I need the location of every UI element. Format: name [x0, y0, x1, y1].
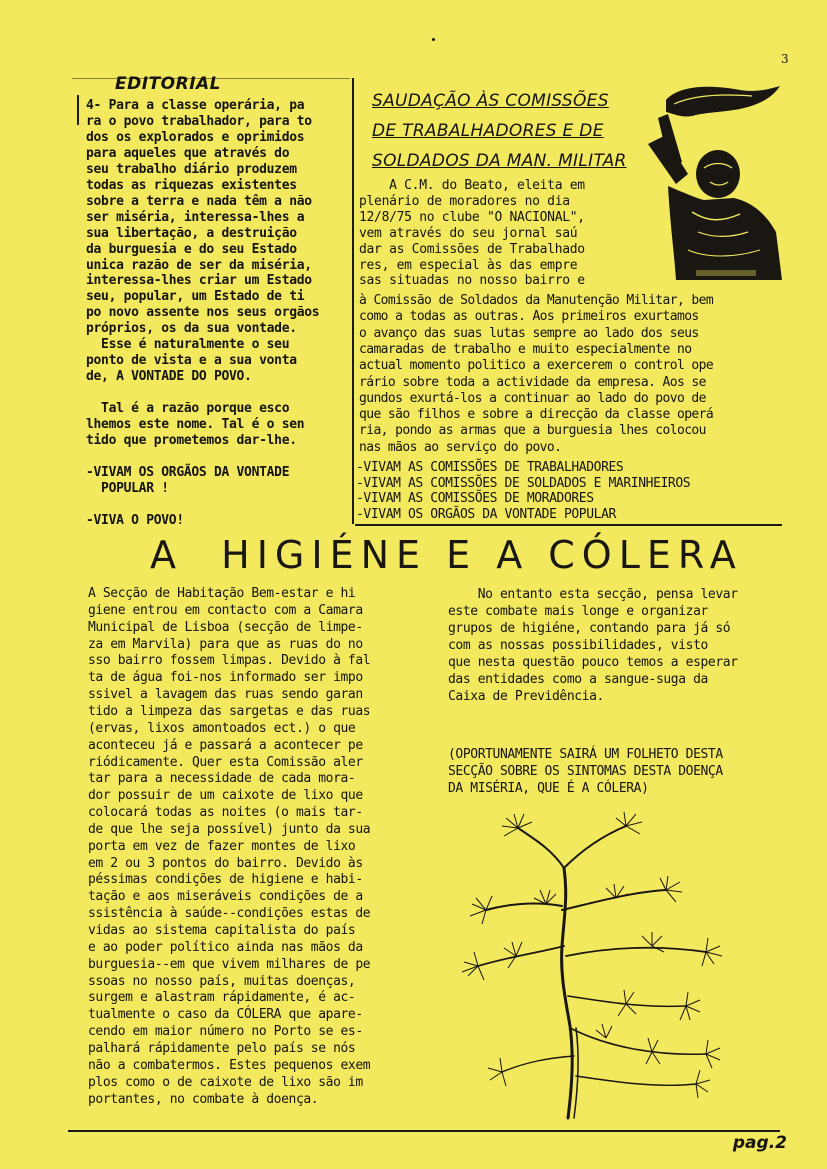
article-line: que nesta questão pouco temos a esperar — [448, 655, 738, 670]
editorial-line: sua libertação, a destruição — [86, 225, 297, 241]
notice-line: DA MISÉRIA, QUE É A CÓLERA) — [448, 781, 649, 796]
article-line: não a combatermos. Estes pequenos exem — [88, 1057, 371, 1073]
editorial-line: todas as riquezas existentes — [86, 177, 297, 193]
column-separator — [352, 78, 354, 524]
article-line: ta de água foi-nos informado ser impo — [88, 670, 363, 686]
notice-line: (OPORTUNAMENTE SAIRÁ UM FOLHETO DESTA — [448, 747, 723, 762]
saudacao-line: à Comissão de Soldados da Manutenção Militar, bem — [359, 293, 714, 308]
article-line: cendo em maior número no Porto se es- — [88, 1024, 363, 1040]
article-line: portantes, no combate à doença. — [88, 1091, 319, 1107]
saudacao-title-line: SOLDADOS DA MAN. MILITAR — [372, 151, 627, 171]
editorial-line: para aqueles que através do — [86, 145, 290, 161]
article-line: em 2 ou 3 pontos do bairro. Devido às — [88, 855, 363, 871]
article-line: das entidades como a sangue-suga da — [448, 672, 708, 687]
editorial-line: unica razão de ser da miséria, — [86, 257, 312, 273]
editorial-line: seu, popular, um Estado de ti — [86, 289, 305, 305]
article-line: Caixa de Previdência. — [448, 689, 604, 704]
corner-number: 3 — [781, 52, 789, 66]
saudacao-line: sas situadas no nosso bairro e — [359, 273, 585, 289]
worker-holding-torch-illustration — [648, 82, 782, 280]
article-line: ssivel a lavagem das ruas sendo garan — [88, 687, 363, 703]
article-line: No entanto esta secção, pensa levar — [448, 587, 738, 602]
saudacao-slogan: -VIVAM AS COMISSÕES DE SOLDADOS E MARINHEIROS — [356, 475, 691, 491]
saudacao-line: vem através do seu jornal saú — [359, 225, 578, 241]
saudacao-line: que são filhos e sobre a direcção da classe operá — [359, 407, 714, 423]
article-line: giene entrou em contacto com a Camara — [88, 602, 363, 618]
article-line: surgem e alastram rápidamente, é ac- — [88, 990, 356, 1006]
article-title: A HIGIÉNE E A CÓLERA — [150, 533, 743, 577]
article-line: este combate mais longe e organizar — [448, 604, 708, 619]
article-line: ssistência à saúde--condições estas de — [88, 906, 371, 922]
stray-dot — [432, 38, 435, 41]
saudacao-line: A C.M. do Beato, eleita em — [359, 178, 585, 193]
editorial-line: Tal é a razão porque esco — [86, 401, 290, 417]
article-line: tido a limpeza das sargetas e das ruas — [88, 703, 371, 719]
saudacao-line: plenário de moradores no dia — [359, 193, 570, 209]
editorial-line: próprios, os da sua vontade. — [86, 321, 297, 337]
saudacao-line: 12/8/75 no clube "O NACIONAL", — [359, 209, 585, 225]
saudacao-title-line: DE TRABALHADORES E DE — [372, 121, 604, 141]
editorial-line: dos os explorados e oprimidos — [86, 129, 305, 145]
article-line: e ao poder político ainda nas mãos da — [88, 939, 363, 955]
article-line: porta em vez de fazer montes de lixo — [88, 838, 356, 854]
editorial-line: -VIVAM OS ORGÃOS DA VONTADE — [86, 464, 290, 480]
saudacao-line: gundos exurtá-los a continuar ao lado do povo de — [359, 390, 706, 406]
saudacao-slogan: -VIVAM AS COMISSÕES DE MORADORES — [356, 491, 594, 507]
article-line: plos como o de caixote de lixo são im — [88, 1074, 363, 1090]
article-line: péssimas condições de higiene e habi- — [88, 872, 363, 888]
article-line: tualmente o caso da CÓLERA que apare- — [88, 1007, 363, 1023]
saudacao-line: rário sobre toda a actividade da empresa. Aos se — [359, 374, 706, 390]
editorial-line: Esse é naturalmente o seu — [86, 337, 290, 353]
article-line: sso bairro fossem limpas. Devido à fal — [88, 653, 371, 669]
editorial-heading: EDITORIAL — [115, 74, 222, 94]
article-line: colocará todas as noites (o mais tar- — [88, 805, 363, 821]
editorial-line: ra o povo trabalhador, para to — [86, 113, 312, 129]
editorial-line: 4- Para a classe operária, pa — [86, 98, 305, 113]
saudacao-line: ria, pondo as armas que a burguesia lhes colocou — [359, 423, 706, 439]
article-line: tar para a necessidade de cada mora- — [88, 771, 356, 787]
editorial-line: ser miséria, interessa-lhes a — [86, 209, 305, 225]
editorial-line: da burguesia e do seu Estado — [86, 241, 297, 257]
saudacao-slogan: -VIVAM AS COMISSÕES DE TRABALHADORES — [356, 460, 624, 475]
editorial-line: po novo assente nos seus orgãos — [86, 305, 320, 321]
notice-line: SECÇÃO SOBRE OS SINTOMAS DESTA DOENÇA — [448, 764, 723, 779]
editorial-line: tido que prometemos dar-lhe. — [86, 432, 297, 448]
editorial-line: -VIVA O POVO! — [86, 512, 184, 528]
article-line: de que lhe seja possível) junto da sua — [88, 821, 371, 837]
saudacao-line: o avanço das suas lutas sempre ao lado dos seus — [359, 325, 699, 341]
article-line: tação e aos miseráveis condições de a — [88, 889, 363, 905]
saudacao-title-line: SAUDAÇÃO ÀS COMISSÕES — [372, 91, 609, 111]
editorial-line: interessa-lhes criar um Estado — [86, 273, 312, 289]
saudacao-line: res, em especial às das empre — [359, 257, 578, 273]
saudacao-bottom-rule — [355, 524, 782, 526]
page-number: pag.2 — [732, 1133, 787, 1153]
editorial-line: seu trabalho diário produzem — [86, 161, 297, 177]
article-line: grupos de higiéne, contando para já só — [448, 621, 731, 636]
pine-tree-illustration — [456, 806, 776, 1122]
article-line: Municipal de Lisboa (secção de limpe- — [88, 619, 363, 635]
saudacao-line: dar as Comissões de Trabalhado — [359, 241, 585, 257]
editorial-line: POPULAR ! — [86, 480, 169, 496]
article-line: burguesia--em que vivem milhares de pe — [88, 956, 371, 972]
article-line: za em Marvila) para que as ruas do no — [88, 636, 363, 652]
editorial-line: de, A VONTADE DO POVO. — [86, 369, 252, 385]
article-line: palhará rápidamente pelo país se nós — [88, 1040, 356, 1056]
article-line: com as nossas possibilidades, visto — [448, 638, 708, 653]
article-line: riódicamente. Quer esta Comissão aler — [88, 754, 363, 770]
editorial-left-rule — [77, 95, 79, 125]
editorial-line: lhemos este nome. Tal é o sen — [86, 417, 305, 432]
article-line: vidas ao sistema capitalista do país — [88, 923, 356, 938]
bottom-rule — [68, 1130, 780, 1132]
article-line: dor possuir de um caixote de lixo que — [88, 788, 363, 804]
saudacao-line: nas mãos ao serviço do povo. — [359, 439, 562, 455]
article-line: A Secção de Habitação Bem-estar e hi — [88, 586, 356, 601]
editorial-line: ponto de vista e a sua vonta — [86, 353, 297, 369]
article-line: ssoas no nosso país, muitas doenças, — [88, 973, 356, 989]
article-line: aconteceu já e passará a acontecer pe — [88, 737, 363, 753]
editorial-line: sobre a terra e nada têm a não — [86, 193, 312, 209]
saudacao-line: actual momento politico a exercerem o control ope — [359, 358, 714, 374]
saudacao-slogan: -VIVAM OS ORGÃOS DA VONTADE POPULAR — [356, 507, 616, 523]
saudacao-line: camaradas de trabalho e muito especialmente no — [359, 341, 692, 357]
article-line: (ervas, lixos amontoados ect.) o que — [88, 720, 356, 736]
saudacao-line: como a todas as outras. Aos primeiros exurtamos — [359, 309, 699, 325]
